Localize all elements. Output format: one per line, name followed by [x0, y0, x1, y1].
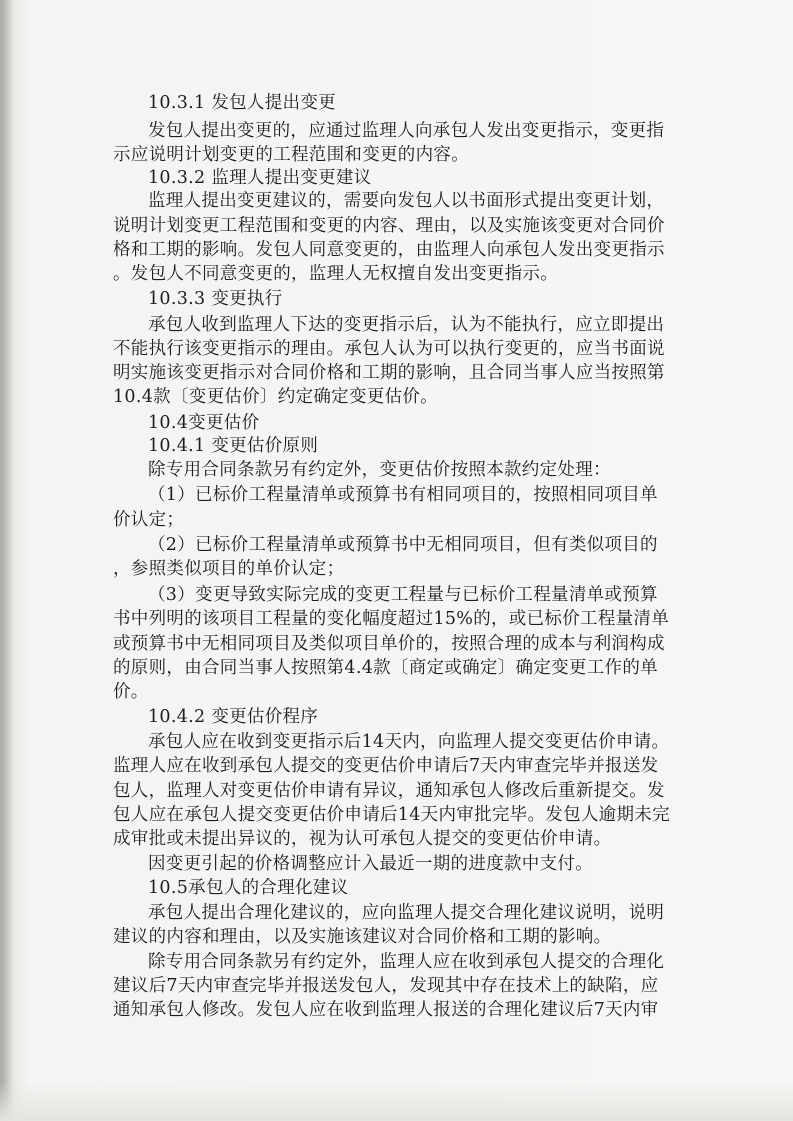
list-item-2: （2）已标价工程量清单或预算书中无相同项目，但有类似项目的 [148, 535, 658, 555]
text-line: 因变更引起的价格调整应计入最近一期的进度款中支付。 [148, 854, 593, 874]
text-line: 监理人应在收到承包人提交的变更估价申请后7天内审查完毕并报送发 [113, 756, 659, 776]
list-item-1: （1）已标价工程量清单或预算书有相同项目的，按照相同项目单 [148, 485, 658, 505]
text-line: 通知承包人修改。发包人应在收到监理人报送的合理化建议后7天内审 [113, 1000, 659, 1020]
heading-10-4-2: 10.4.2 变更估价程序 [148, 707, 319, 727]
text-line: 或预算书中无相同项目及类似项目单价的，按照合理的成本与利润构成 [113, 634, 665, 654]
text-line: 价。 [113, 682, 149, 702]
text-line: 10.4款〔变更估价〕约定确定变更估价。 [113, 387, 438, 407]
text-line: 除专用合同条款另有约定外，监理人应在收到承包人提交的合理化 [148, 952, 665, 972]
text-line: 的原则，由合同当事人按照第4.4款〔商定或确定〕确定变更工作的单 [113, 658, 658, 678]
text-line: 承包人应在收到变更指示后14天内，向监理人提交变更估价申请。 [148, 732, 670, 752]
text-line: 说明计划变更工程范围和变更的内容、理由，以及实施该变更对合同价 [113, 216, 665, 236]
heading-10-3-1: 10.3.1 发包人提出变更 [148, 93, 336, 113]
heading-10-3-3: 10.3.3 变更执行 [148, 289, 283, 309]
text-line: 明实施该变更指示对合同价格和工期的影响，且合同当事人应当按照第 [113, 363, 665, 383]
text-line: 发包人提出变更的，应通过监理人向承包人发出变更指示，变更指 [148, 121, 665, 141]
page-bottom-shade [0, 1081, 793, 1121]
list-item-3: （3）变更导致实际完成的变更工程量与已标价工程量清单或预算 [148, 585, 658, 605]
text-line: 除专用合同条款另有约定外，变更估价按照本款约定处理： [148, 460, 611, 480]
heading-10-4-1: 10.4.1 变更估价原则 [148, 436, 319, 456]
text-line: 包人应在承包人提交变更估价申请后14天内审批完毕。发包人逾期未完 [113, 805, 670, 825]
text-line: 书中列明的该项目工程量的变化幅度超过15%的，或已标价工程量清单 [113, 609, 669, 629]
text-line: 包人，监理人对变更估价申请有异议，通知承包人修改后重新提交。发 [113, 781, 665, 801]
heading-10-4: 10.4变更估价 [148, 413, 260, 433]
text-line: 示应说明计划变更的工程范围和变更的内容。 [113, 145, 469, 165]
heading-10-3-2: 10.3.2 监理人提出变更建议 [148, 168, 372, 188]
text-line: 不能执行该变更指示的理由。承包人认为可以执行变更的，应当书面说 [113, 339, 665, 359]
text-line: 格和工期的影响。发包人同意变更的，由监理人向承包人发出变更指示 [113, 240, 665, 260]
text-line: 价认定； [113, 510, 185, 530]
text-line: 。发包人不同意变更的，监理人无权擅自发出变更指示。 [113, 264, 558, 284]
text-line: ，参照类似项目的单价认定； [113, 559, 345, 579]
binding-shadow [0, 0, 14, 1121]
text-line: 承包人收到监理人下达的变更指示后，认为不能执行，应立即提出 [148, 315, 665, 335]
text-line: 建议的内容和理由，以及实施该建议对合同价格和工期的影响。 [113, 927, 612, 947]
text-line: 承包人提出合理化建议的，应向监理人提交合理化建议说明，说明 [148, 903, 665, 923]
text-line: 成审批或未提出异议的，视为认可承包人提交的变更估价申请。 [113, 829, 612, 849]
text-line: 监理人提出变更建议的，需要向发包人以书面形式提出变更计划， [148, 191, 665, 211]
heading-10-5: 10.5承包人的合理化建议 [148, 878, 349, 898]
text-line: 建议后7天内审查完毕并报送发包人，发现其中存在技术上的缺陷，应 [113, 976, 659, 996]
